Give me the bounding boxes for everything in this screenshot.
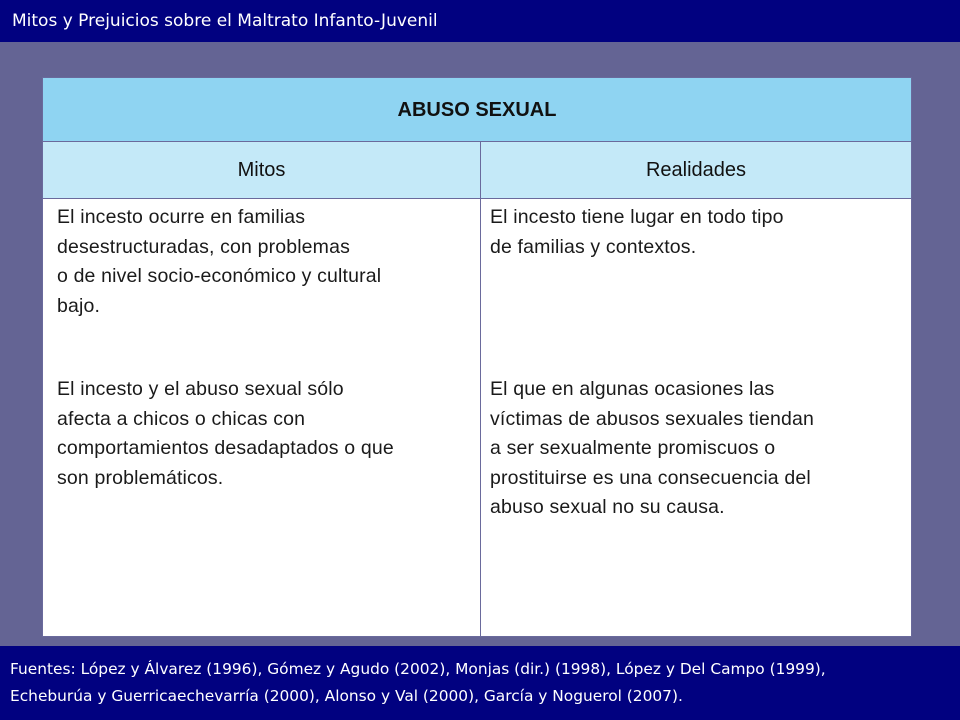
realidad-1: El incesto tiene lugar en todo tipo de familias y contextos. bbox=[490, 206, 784, 258]
realidad-2: El que en algunas ocasiones las víctimas de abusos sexuales tiendan a ser sexualmente promiscuos o prostituirse es una consecuencia del abuso sexual no su causa. bbox=[490, 378, 814, 518]
column-divider bbox=[480, 199, 481, 636]
column-header-realidades: Realidades bbox=[481, 142, 911, 199]
myths-realities-table bbox=[42, 77, 912, 637]
mito-1: El incesto ocurre en familias desestructuradas, con problemas o de nivel socio-económico y cultural bajo. bbox=[57, 206, 382, 317]
column-header-mitos: Mitos bbox=[43, 142, 481, 199]
table-title: ABUSO SEXUAL bbox=[43, 78, 911, 142]
mito-2: El incesto y el abuso sexual sólo afecta a chicos o chicas con comportamientos desadaptados o que son problemáticos. bbox=[57, 378, 394, 489]
sources-footer: Fuentes: López y Álvarez (1996), Gómez y Agudo (2002), Monjas (dir.) (1998), López y Del Campo (1999), Echeburúa y Guerricaechevarría (2000), Alonso y Val (2000), García y Noguerol (2007). bbox=[0, 646, 960, 720]
slide-title: Mitos y Prejuicios sobre el Maltrato Infanto-Juvenil bbox=[0, 0, 960, 42]
